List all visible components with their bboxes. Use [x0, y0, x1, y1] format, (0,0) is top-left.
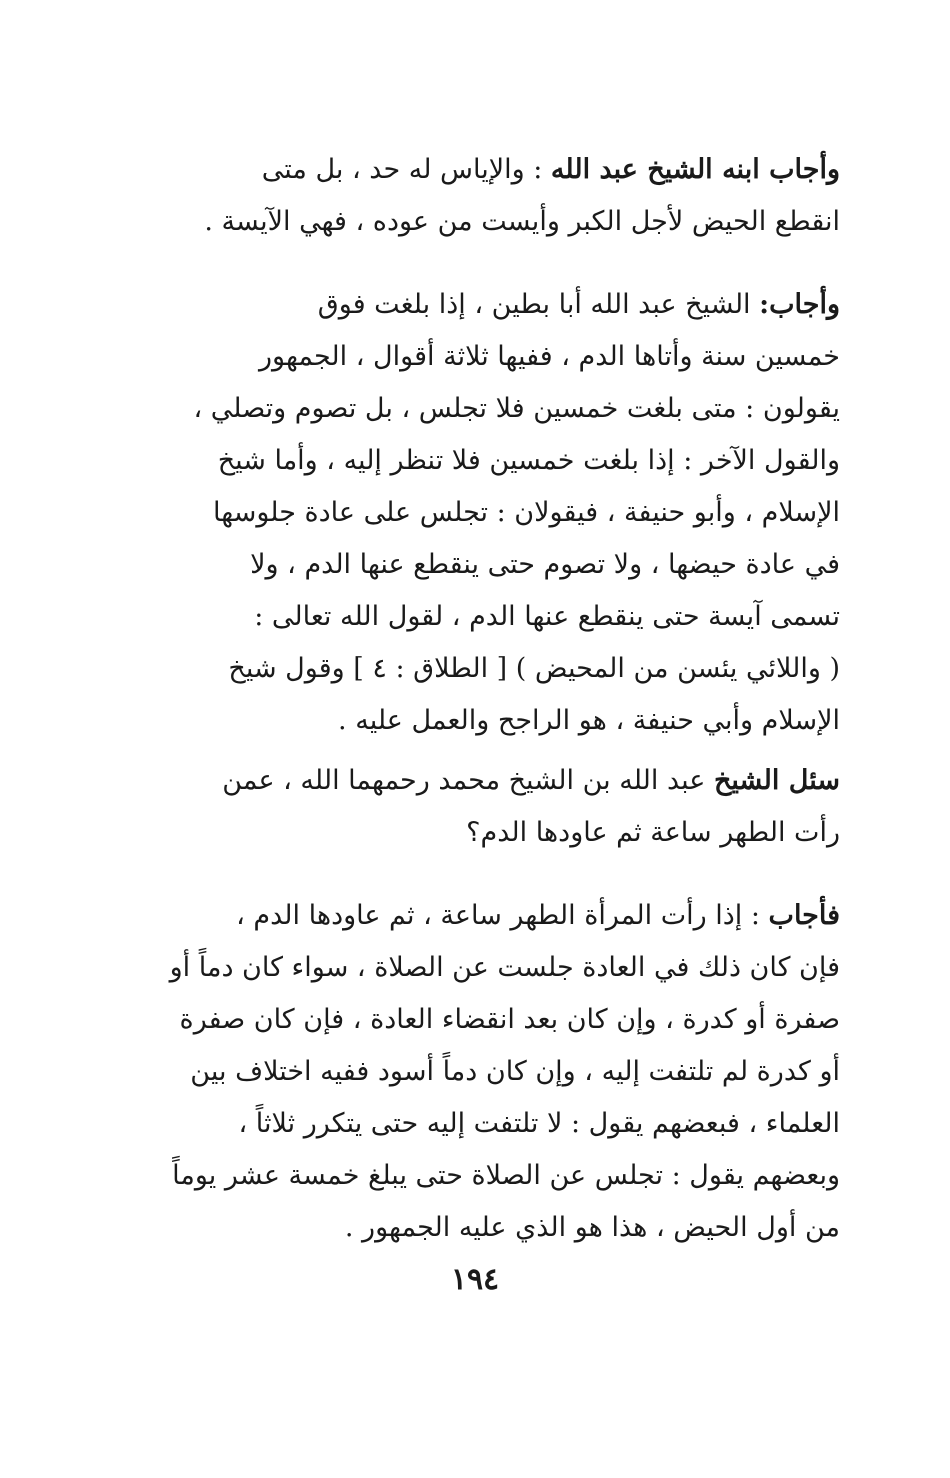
- paragraph-4: [105, 890, 840, 1254]
- paragraph-line: يقولون : متى بلغت خمسين فلا تجلس ، بل تصوم وتصلي ،: [193, 393, 840, 424]
- paragraph-line: [105, 755, 840, 807]
- paragraph-line: من أول الحيض ، هذا هو الذي عليه الجمهور .: [344, 1212, 840, 1243]
- paragraph-line: أو كدرة لم تلتفت إليه ، وإن كان دماً أسود ففيه اختلاف بين: [190, 1056, 840, 1087]
- paragraph-line: الإسلام وأبي حنيفة ، هو الراجح والعمل عليه .: [338, 705, 840, 736]
- paragraph-line: ( واللائي يئسن من المحيض ) [ الطلاق : ٤ ] وقول شيخ: [228, 653, 840, 684]
- paragraph-line: في عادة حيضها ، ولا تصوم حتى ينقطع عنها الدم ، ولا: [250, 549, 840, 580]
- paragraph-line: فإن كان ذلك في العادة جلست عن الصلاة ، سواء كان دماً أو: [169, 952, 840, 983]
- paragraph-lead: فأجاب: [768, 900, 840, 931]
- paragraph-lead: سئل الشيخ: [713, 765, 840, 796]
- paragraph-1: [105, 144, 840, 248]
- paragraph-line: تسمى آيسة حتى ينقطع عنها الدم ، لقول الله تعالى :: [254, 601, 840, 632]
- paragraph-line: وبعضهم يقول : تجلس عن الصلاة حتى يبلغ خمسة عشر يوماً: [172, 1160, 840, 1191]
- paragraph-text: عبد الله بن الشيخ محمد رحمهما الله ، عمن: [222, 765, 714, 796]
- paragraph-line: الإسلام ، وأبو حنيفة ، فيقولان : تجلس على عادة جلوسها: [213, 497, 840, 528]
- paragraph-line: والقول الآخر : إذا بلغت خمسين فلا تنظر إليه ، وأما شيخ: [217, 445, 840, 476]
- paragraph-line: صفرة أو كدرة ، وإن كان بعد انقضاء العادة ، فإن كان صفرة: [179, 1004, 840, 1035]
- paragraph-line: [105, 144, 840, 196]
- paragraph-line: انقطع الحيض لأجل الكبر وأيست من عوده ، فهي الآيسة .: [204, 206, 840, 237]
- paragraph-3: [105, 755, 840, 859]
- paragraph-line: [105, 279, 840, 331]
- paragraph-text: : إذا رأت المرأة الطهر ساعة ، ثم عاودها الدم ،: [236, 900, 769, 931]
- paragraph-line: رأت الطهر ساعة ثم عاودها الدم؟: [466, 817, 840, 848]
- paragraph-lead: وأجاب:: [759, 289, 840, 320]
- paragraph-line: العلماء ، فبعضهم يقول : لا تلتفت إليه حتى يتكرر ثلاثاً ،: [238, 1108, 840, 1139]
- paragraph-text: : والإياس له حد ، بل متى: [261, 154, 551, 185]
- paragraph-line: [105, 890, 840, 942]
- paragraph-2: [105, 279, 840, 747]
- page-number: ١٩٤: [450, 1262, 500, 1297]
- paragraph-line: خمسين سنة وأتاها الدم ، ففيها ثلاثة أقوال ، الجمهور: [258, 341, 840, 372]
- paragraph-text: الشيخ عبد الله أبا بطين ، إذا بلغت فوق: [317, 289, 760, 320]
- paragraph-lead: وأجاب ابنه الشيخ عبد الله: [550, 154, 840, 185]
